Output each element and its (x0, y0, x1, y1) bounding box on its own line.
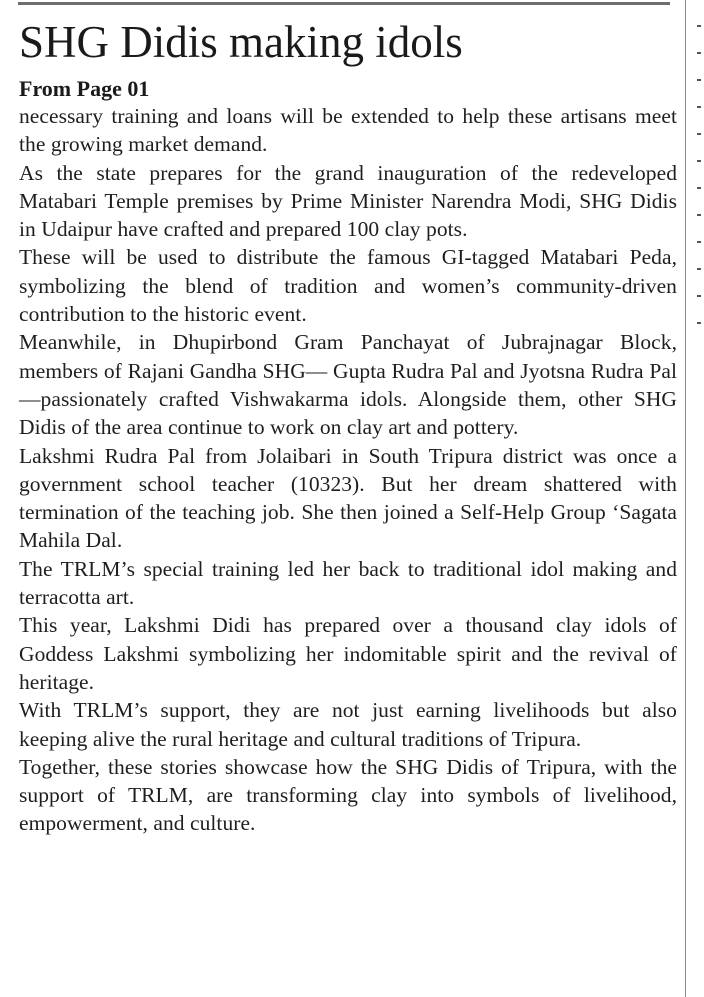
article-paragraph: Lakshmi Rudra Pal from Jolaibari in South Tripura district was once a government school teacher (10323). But her dream shattered with termination of the teaching job. She then joined a Self-Help Group ‘Sagata Mahila Dal. (19, 443, 677, 553)
adjacent-column-mark (697, 241, 701, 243)
continuation-label: From Page 01 (19, 76, 150, 101)
article-paragraph: Meanwhile, in Dhupirbond Gram Panchayat of Jubrajnagar Block, members of Rajani Gandha SHG— Gupta Rudra Pal and Jyotsna Rudra Pal—passionately crafted Vishwakarma idols. Alongside them, other SHG Didis of the area continue to work on clay art and pottery. (19, 330, 677, 440)
top-rule (18, 2, 670, 5)
article-paragraph: Together, these stories showcase how the SHG Didis of Tripura, with the support of TRLM, are transforming clay into symbols of livelihood, empowerment, and culture. (19, 754, 677, 836)
adjacent-column-mark (697, 79, 701, 81)
adjacent-column-mark (697, 268, 701, 270)
adjacent-column-mark (697, 106, 701, 108)
adjacent-column-mark (697, 295, 701, 297)
article-paragraph: This year, Lakshmi Didi has prepared over a thousand clay idols of Goddess Lakshmi symbolizing her indomitable spirit and the revival of heritage. (19, 613, 677, 694)
adjacent-column-mark (697, 187, 701, 189)
adjacent-column-mark (697, 214, 701, 216)
adjacent-column-fragment (697, 0, 704, 340)
article-paragraph: The TRLM’s special training led her back to traditional idol making and terracotta art. (19, 556, 677, 610)
article-paragraph: necessary training and loans will be extended to help these artisans meet the growing market demand. (19, 104, 677, 157)
headline: SHG Didis making idols (19, 17, 463, 67)
article-paragraph: As the state prepares for the grand inauguration of the redeveloped Matabari Temple premises by Prime Minister Narendra Modi, SHG Didis in Udaipur have crafted and prepared 100 clay pots. (19, 160, 677, 242)
adjacent-column-mark (697, 25, 701, 27)
adjacent-column-mark (697, 52, 701, 54)
column-divider (685, 0, 686, 997)
article-paragraph: These will be used to distribute the famous GI-tagged Matabari Peda, symbolizing the blend of tradition and women’s community-driven contribution to the historic event. (19, 245, 677, 327)
adjacent-column-mark (697, 322, 701, 324)
news-article (19, 8, 677, 838)
article-paragraph: With TRLM’s support, they are not just earning livelihoods but also keeping alive the rural heritage and cultural traditions of Tripura. (19, 698, 677, 751)
adjacent-column-mark (697, 133, 701, 135)
adjacent-column-mark (697, 160, 701, 162)
